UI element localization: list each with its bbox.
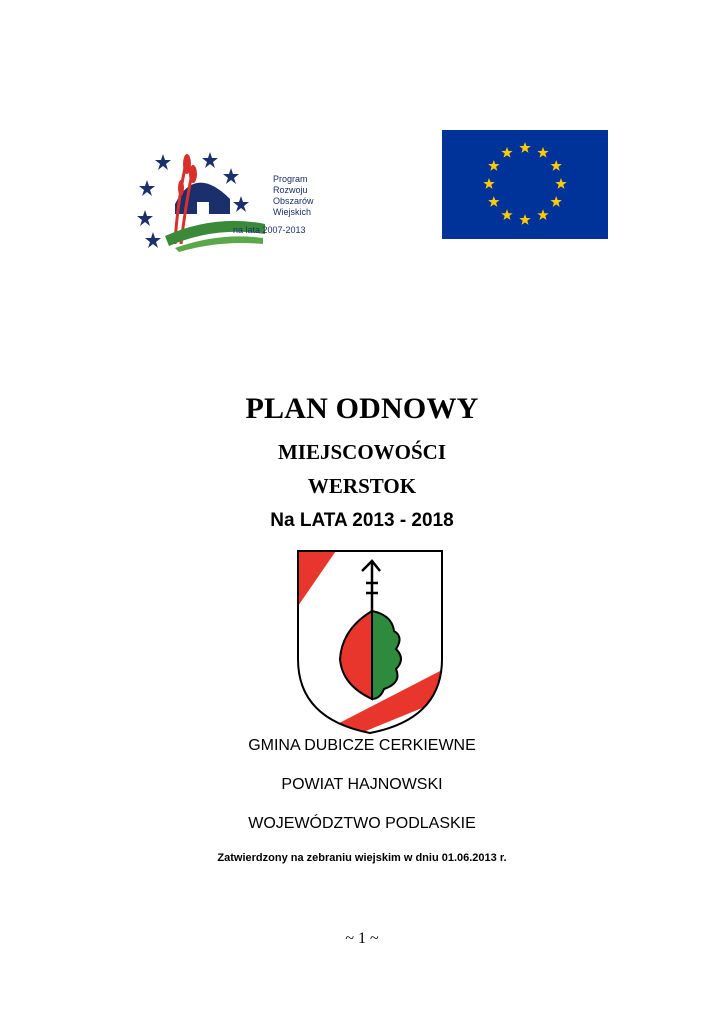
document-title: PLAN ODNOWY xyxy=(245,392,479,425)
document-subtitle-locality: MIEJSCOWOŚCI xyxy=(277,440,447,464)
prow-line-4: Wiejskich xyxy=(273,207,312,217)
prow-line-2: Rozwoju xyxy=(273,185,308,195)
eu-star-icon xyxy=(488,160,499,171)
eu-star-icon xyxy=(537,209,548,220)
eu-star-icon xyxy=(550,196,561,207)
prow-years: na lata 2007-2013 xyxy=(233,225,306,235)
eu-star-icon xyxy=(483,178,494,189)
eu-star-icon xyxy=(501,209,512,220)
prow-name xyxy=(273,174,314,218)
document-years: Na LATA 2013 - 2018 xyxy=(270,510,454,531)
eu-star-icon xyxy=(519,142,530,153)
coat-of-arms xyxy=(296,549,444,735)
eu-star-icon xyxy=(501,147,512,158)
approval-note: Zatwierdzony na zebraniu wiejskim w dniu 01.06.2013 r. xyxy=(217,852,507,864)
wojewodztwo-label: WOJEWÓDZTWO PODLASKIE xyxy=(248,815,476,832)
eu-star-icon xyxy=(519,214,530,225)
prow-line-1: Program xyxy=(273,174,308,184)
eu-star-icon xyxy=(537,147,548,158)
powiat-label: POWIAT HAJNOWSKI xyxy=(281,776,443,793)
werstok-coat-of-arms-icon xyxy=(296,549,444,735)
gmina-label: GMINA DUBICZE CERKIEWNE xyxy=(248,737,476,754)
eu-star-icon xyxy=(550,160,561,171)
eu-star-icon xyxy=(488,196,499,207)
page-number: ~ 1 ~ xyxy=(345,930,379,947)
prow-logo xyxy=(135,144,335,254)
eu-stars-icon xyxy=(442,130,608,239)
document-subtitle-village: WERSTOK xyxy=(307,474,417,498)
eu-flag xyxy=(442,130,608,239)
eu-star-icon xyxy=(555,178,566,189)
prow-line-3: Obszarów xyxy=(273,196,314,206)
